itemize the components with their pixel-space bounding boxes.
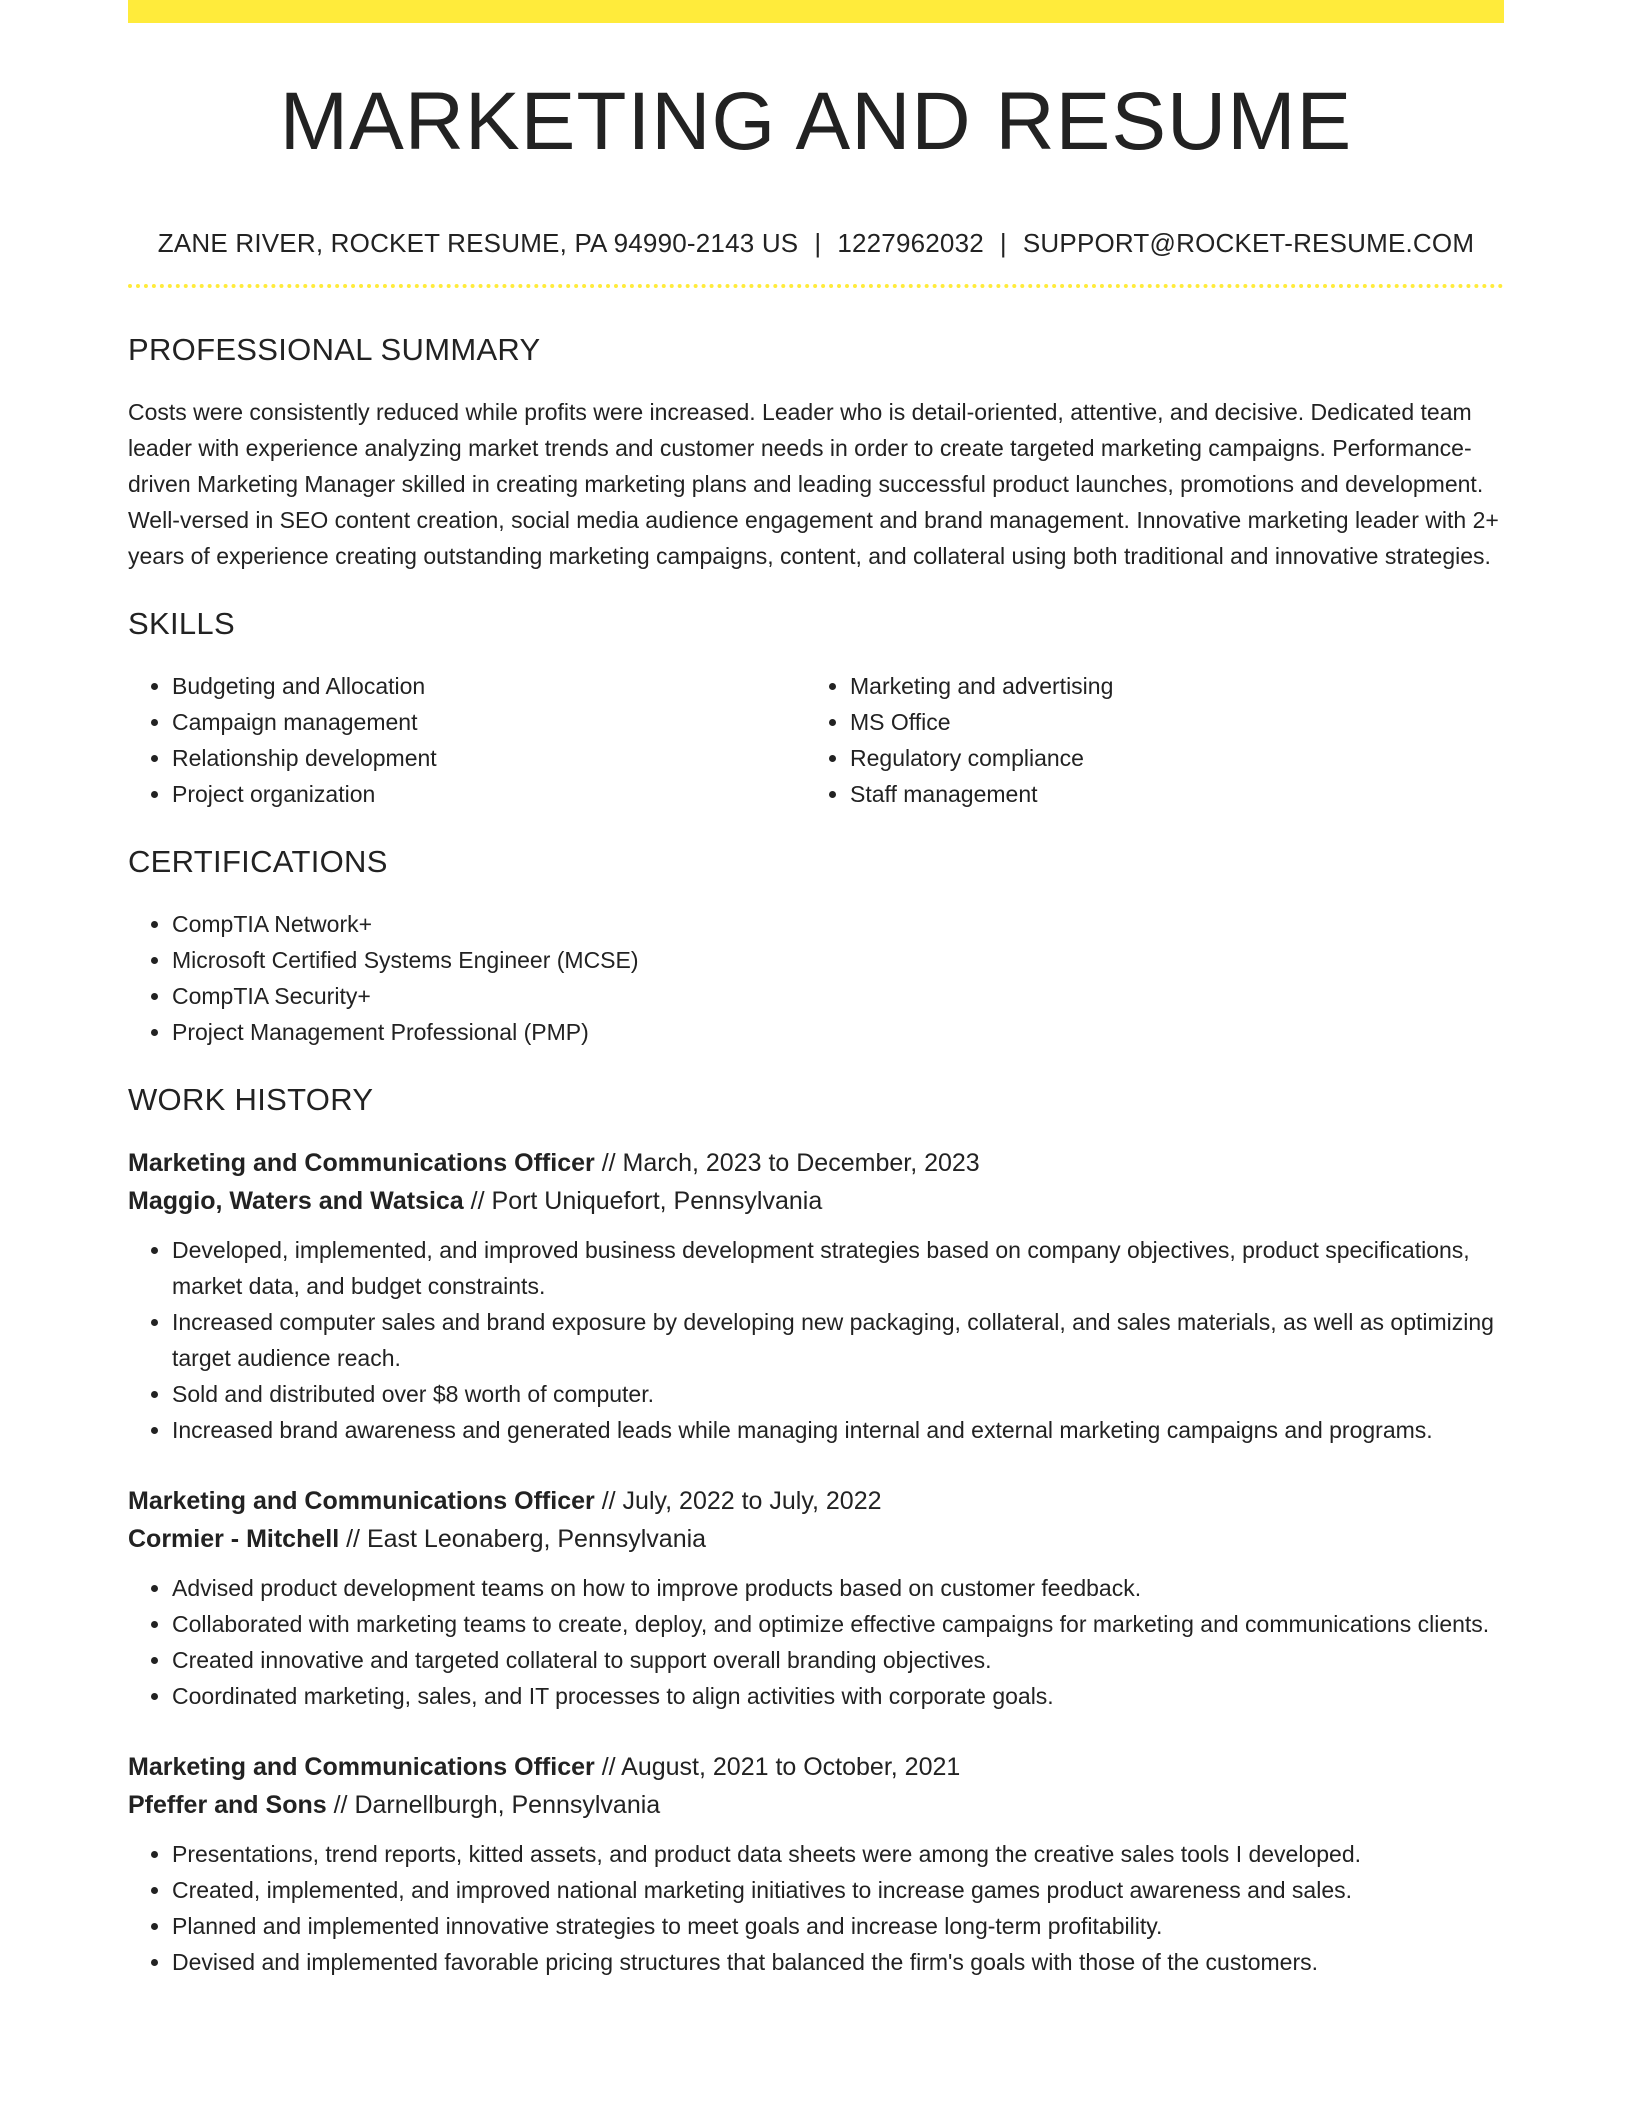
- job-bullet: • Presentations, trend reports, kitted assets, and product data sheets were among the creative sales tools I developed.: [172, 1836, 1504, 1872]
- skill-item: • Regulatory compliance: [850, 740, 1484, 776]
- job-company-line: [128, 1520, 1504, 1558]
- job-company-line: [128, 1786, 1504, 1824]
- job-bullet: • Increased computer sales and brand exposure by developing new packaging, collateral, and sales materials, as well as optimizing target audience reach.: [172, 1304, 1504, 1376]
- skill-item: • Budgeting and Allocation: [172, 668, 806, 704]
- job-bullet: • Sold and distributed over $8 worth of computer.: [172, 1376, 1504, 1412]
- job-bullet: • Developed, implemented, and improved business development strategies based on company objectives, product specifications, market data, and budget constraints.: [172, 1232, 1504, 1304]
- job-bullet: • Created innovative and targeted collateral to support overall branding objectives.: [172, 1642, 1504, 1678]
- resume-page: [128, 0, 1504, 1980]
- job-bullet: • Planned and implemented innovative strategies to meet goals and increase long-term profitability.: [172, 1908, 1504, 1944]
- job-company: Maggio, Waters and Watsica: [128, 1187, 464, 1215]
- skill-item: • Staff management: [850, 776, 1484, 812]
- job-title-line: [128, 1144, 1504, 1182]
- job-bullets: [128, 1232, 1504, 1448]
- contact-address: ZANE RIVER, ROCKET RESUME, PA 94990-2143 US: [157, 228, 799, 258]
- job-bullet: • Devised and implemented favorable pricing structures that balanced the firm's goals with those of the customers.: [172, 1944, 1504, 1980]
- job-separator: //: [594, 1753, 622, 1781]
- dotted-divider: [128, 284, 1504, 288]
- skill-item: • Relationship development: [172, 740, 806, 776]
- job-entry: [128, 1144, 1504, 1448]
- summary-heading: PROFESSIONAL SUMMARY: [128, 332, 541, 367]
- job-title: Marketing and Communications Officer: [128, 1753, 595, 1781]
- job-bullet: • Increased brand awareness and generated leads while managing internal and external marketing campaigns and programs.: [172, 1412, 1504, 1448]
- job-entry: [128, 1482, 1504, 1714]
- contact-separator: |: [999, 228, 1007, 258]
- job-location: Darnellburgh, Pennsylvania: [354, 1791, 661, 1819]
- job-title: Marketing and Communications Officer: [128, 1149, 595, 1177]
- contact-separator: |: [814, 228, 822, 258]
- job-title: Marketing and Communications Officer: [128, 1487, 595, 1515]
- certification-item: • CompTIA Network+: [172, 906, 1504, 942]
- certifications-heading: CERTIFICATIONS: [128, 844, 388, 879]
- work-history-heading: WORK HISTORY: [128, 1082, 374, 1117]
- skill-item: • Project organization: [172, 776, 806, 812]
- job-separator: //: [594, 1149, 623, 1177]
- job-location: East Leonaberg, Pennsylvania: [366, 1525, 707, 1553]
- job-separator: //: [326, 1791, 355, 1819]
- job-dates: August, 2021 to October, 2021: [621, 1753, 961, 1781]
- skill-item: • Campaign management: [172, 704, 806, 740]
- job-company: Pfeffer and Sons: [128, 1791, 327, 1819]
- job-bullet: • Coordinated marketing, sales, and IT processes to align activities with corporate goals.: [172, 1678, 1504, 1714]
- summary-text: Costs were consistently reduced while profits were increased. Leader who is detail-oriented, attentive, and decisive. Dedicated team leader with experience analyzing market trends and customer needs in order to create targeted marketing campaigns. Performance-driven Marketing Manager skilled in creating marketing plans and leading successful product launches, promotions and development. Well-versed in SEO content creation, social media audience engagement and brand management. Innovative marketing leader with 2+ years of experience creating outstanding marketing campaigns, content, and collateral using both traditional and innovative strategies.: [128, 399, 1499, 569]
- accent-top-bar: [128, 0, 1504, 23]
- job-title-line: [128, 1482, 1504, 1520]
- job-entry: [128, 1748, 1504, 1980]
- job-separator: //: [339, 1525, 367, 1553]
- job-bullets: [128, 1570, 1504, 1714]
- job-company-line: [128, 1182, 1504, 1220]
- certification-item: • Microsoft Certified Systems Engineer (MCSE): [172, 942, 1504, 978]
- certifications-list: [128, 906, 1504, 1050]
- skills-heading: SKILLS: [128, 606, 235, 641]
- contact-phone: 1227962032: [837, 228, 984, 258]
- skill-item: • Marketing and advertising: [850, 668, 1484, 704]
- job-dates: July, 2022 to July, 2022: [622, 1487, 882, 1515]
- skills-grid: [128, 668, 1504, 812]
- contact-email: SUPPORT@ROCKET-RESUME.COM: [1022, 228, 1475, 258]
- job-separator: //: [463, 1187, 492, 1215]
- job-title-line: [128, 1748, 1504, 1786]
- job-bullet: • Collaborated with marketing teams to create, deploy, and optimize effective campaigns for marketing and communications clients.: [172, 1606, 1504, 1642]
- job-dates: March, 2023 to December, 2023: [622, 1149, 980, 1177]
- skills-list-right: [806, 668, 1484, 812]
- contact-line: [128, 228, 1504, 258]
- certification-item: • Project Management Professional (PMP): [172, 1014, 1504, 1050]
- job-bullet: • Created, implemented, and improved national marketing initiatives to increase games product awareness and sales.: [172, 1872, 1504, 1908]
- job-separator: //: [594, 1487, 623, 1515]
- skills-list-left: [128, 668, 806, 812]
- job-company: Cormier - Mitchell: [128, 1525, 340, 1553]
- job-bullet: • Advised product development teams on how to improve products based on customer feedback.: [172, 1570, 1504, 1606]
- job-location: Port Uniquefort, Pennsylvania: [491, 1187, 823, 1215]
- certification-item: • CompTIA Security+: [172, 978, 1504, 1014]
- skill-item: • MS Office: [850, 704, 1484, 740]
- job-bullets: [128, 1836, 1504, 1980]
- resume-title: MARKETING AND RESUME: [279, 76, 1353, 167]
